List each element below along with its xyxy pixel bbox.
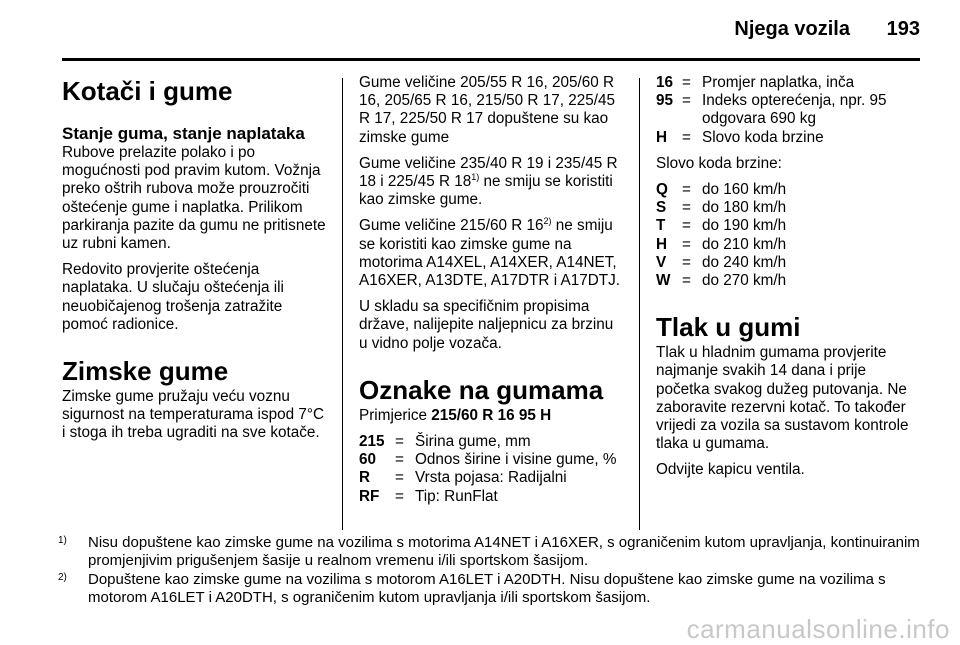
speed-code-label: Slovo koda brzine: bbox=[656, 154, 782, 172]
paragraph: Tlak u hladnim gumama provjerite najmanje svakih 14 dana i prije početka svakog dužeg putovanja. Ne zaboravite rezervni kotač. To također vrijedi za vozila sa sustavom kontrole tlaka u gumama. bbox=[656, 344, 909, 453]
equals-sign: = bbox=[682, 217, 691, 235]
definition-desc: Širina gume, mm bbox=[415, 433, 531, 451]
equals-sign: = bbox=[682, 92, 691, 110]
speed-code-list bbox=[656, 181, 922, 290]
definition-row bbox=[359, 488, 623, 506]
definition-row bbox=[656, 129, 922, 147]
speed-code-letter: Q bbox=[656, 181, 668, 199]
definition-term: RF bbox=[359, 487, 380, 505]
speed-code-value: do 270 km/h bbox=[702, 272, 787, 290]
definition-row bbox=[656, 92, 922, 128]
definition-row bbox=[359, 451, 623, 469]
definition-desc: Indeks opterećenja, npr. 95 odgovara 690 kg bbox=[702, 92, 887, 128]
section-heading-tyre-condition: Stanje guma, stanje naplataka bbox=[62, 124, 305, 143]
speed-code-row bbox=[656, 199, 922, 217]
example-line bbox=[359, 407, 623, 425]
header-divider bbox=[62, 58, 920, 61]
footnote-mark: 2) bbox=[58, 572, 67, 583]
column-1 bbox=[62, 74, 326, 451]
speed-code-letter: H bbox=[656, 235, 668, 253]
equals-sign: = bbox=[395, 451, 404, 469]
definition-term: 60 bbox=[359, 451, 377, 469]
section-title: Njega vozila bbox=[734, 18, 850, 40]
column-3 bbox=[656, 74, 922, 488]
equals-sign: = bbox=[682, 74, 691, 91]
footnote-text: Nisu dopuštene kao zimske gume na vozilima s motorima A14NET i A16XER, s ograničenim kutom upravljanja, kontinuiranim promjenjivim prigušenjem šasije u realnom vremenu i/ili sportskom šasijom. bbox=[88, 534, 920, 569]
column-2 bbox=[359, 74, 623, 514]
paragraph: Zimske gume pružaju veću voznu sigurnost na temperaturama ispod 7°C i stoga ih treba ugraditi na sve kotače. bbox=[62, 388, 325, 442]
equals-sign: = bbox=[682, 128, 691, 146]
speed-code-letter: S bbox=[656, 199, 667, 217]
footnote-text: Dopuštene kao zimske gume na vozilima s motorom A16LET i A20DTH. Nisu dopuštene kao zimske gume na vozilima s motorom A16LET i A20DTH, s ograničenim kutom upravljanja i/ili sportskom šasijom. bbox=[88, 571, 886, 606]
paragraph: Odvijte kapicu ventila. bbox=[656, 461, 805, 479]
section-heading-tyre-markings: Oznake na gumama bbox=[359, 374, 604, 405]
footnote-mark: 1) bbox=[58, 535, 67, 546]
speed-code-value: do 240 km/h bbox=[702, 253, 787, 271]
definition-row bbox=[359, 469, 623, 487]
speed-code-row bbox=[656, 272, 922, 290]
equals-sign: = bbox=[682, 235, 691, 253]
section-heading-tyre-pressure: Tlak u gumi bbox=[656, 312, 801, 343]
column-divider-2 bbox=[639, 78, 640, 530]
definition-term: 16 bbox=[656, 74, 674, 91]
speed-code-value: do 160 km/h bbox=[702, 181, 787, 199]
speed-code-value: do 180 km/h bbox=[702, 199, 787, 217]
paragraph: Gume veličine 205/55 R 16, 205/60 R 16, 205/65 R 16, 215/50 R 17, 225/45 R 17, 225/50 R 17 dopuštene su kao zimske gume bbox=[359, 74, 615, 146]
speed-code-row bbox=[656, 181, 922, 199]
speed-code-value: do 210 km/h bbox=[702, 235, 787, 253]
definition-desc: Tip: RunFlat bbox=[415, 487, 498, 505]
equals-sign: = bbox=[395, 433, 404, 451]
equals-sign: = bbox=[682, 199, 691, 217]
definition-desc: Odnos širine i visine gume, % bbox=[415, 451, 617, 469]
definition-list bbox=[656, 74, 922, 147]
column-divider-1 bbox=[342, 78, 343, 530]
equals-sign: = bbox=[395, 469, 404, 487]
definition-desc: Vrsta pojasa: Radijalni bbox=[415, 469, 567, 487]
example-label: Primjerice bbox=[359, 406, 432, 424]
example-value: 215/60 R 16 95 H bbox=[431, 406, 552, 424]
text-run: ne smiju se koristiti kao zimske gume na motorima A14XEL, A14XER, A14NET, A16XER, A13DTE, A17DTR i A17DTJ. bbox=[359, 217, 621, 290]
speed-code-letter: T bbox=[656, 217, 666, 235]
speed-code-letter: W bbox=[656, 272, 671, 290]
equals-sign: = bbox=[682, 272, 691, 290]
footnote-ref: 2) bbox=[543, 216, 552, 227]
definition-term: 95 bbox=[656, 92, 674, 110]
footnote bbox=[58, 534, 922, 570]
speed-code-value: do 190 km/h bbox=[702, 217, 787, 235]
footnotes bbox=[58, 534, 922, 608]
equals-sign: = bbox=[395, 487, 404, 505]
definition-term: H bbox=[656, 128, 668, 146]
definition-row bbox=[359, 433, 623, 451]
definition-desc: Promjer naplatka, inča bbox=[702, 74, 855, 91]
definition-row bbox=[656, 74, 922, 92]
speed-code-row bbox=[656, 236, 922, 254]
section-heading-winter-tyres: Zimske gume bbox=[62, 356, 229, 387]
equals-sign: = bbox=[682, 181, 691, 199]
paragraph: Rubove prelazite polako i po mogućnosti pod pravim kutom. Vožnja preko oštrih rubova može prouzročiti oštećenje gume i naplatka. Prilikom parkiranja pazite da gumu ne pritisnete uz rubni kamen. bbox=[62, 144, 326, 253]
chapter-title: Kotači i gume bbox=[62, 76, 233, 106]
text-run: ne smiju se koristiti kao zimske gume. bbox=[359, 173, 613, 209]
definition-term: 215 bbox=[359, 433, 385, 451]
page-number: 193 bbox=[886, 18, 920, 40]
page-header bbox=[0, 0, 960, 62]
speed-code-row bbox=[656, 254, 922, 272]
paragraph: U skladu sa specifičnim propisima države, nalijepite naljepnicu za brzinu u vidno polje vozača. bbox=[359, 298, 614, 352]
speed-code-letter: V bbox=[656, 253, 667, 271]
paragraph bbox=[359, 155, 623, 210]
footnote bbox=[58, 571, 922, 607]
text-run: Gume veličine 235/40 R 19 i 235/45 R 18 i 225/45 R 18 bbox=[359, 154, 618, 191]
paragraph: Redovito provjerite oštećenja naplataka. U slučaju oštećenja ili neuobičajenog trošenja zatražite pomoć radionice. bbox=[62, 261, 284, 333]
watermark: carmanualsonline.info bbox=[686, 614, 950, 644]
definition-term: R bbox=[359, 469, 371, 487]
paragraph bbox=[359, 217, 623, 290]
footnote-ref: 1) bbox=[471, 171, 480, 182]
equals-sign: = bbox=[682, 253, 691, 271]
definition-list bbox=[359, 433, 623, 506]
speed-code-row bbox=[656, 217, 922, 235]
text-run: Gume veličine 215/60 R 16 bbox=[359, 217, 544, 235]
definition-desc: Slovo koda brzine bbox=[702, 128, 824, 146]
